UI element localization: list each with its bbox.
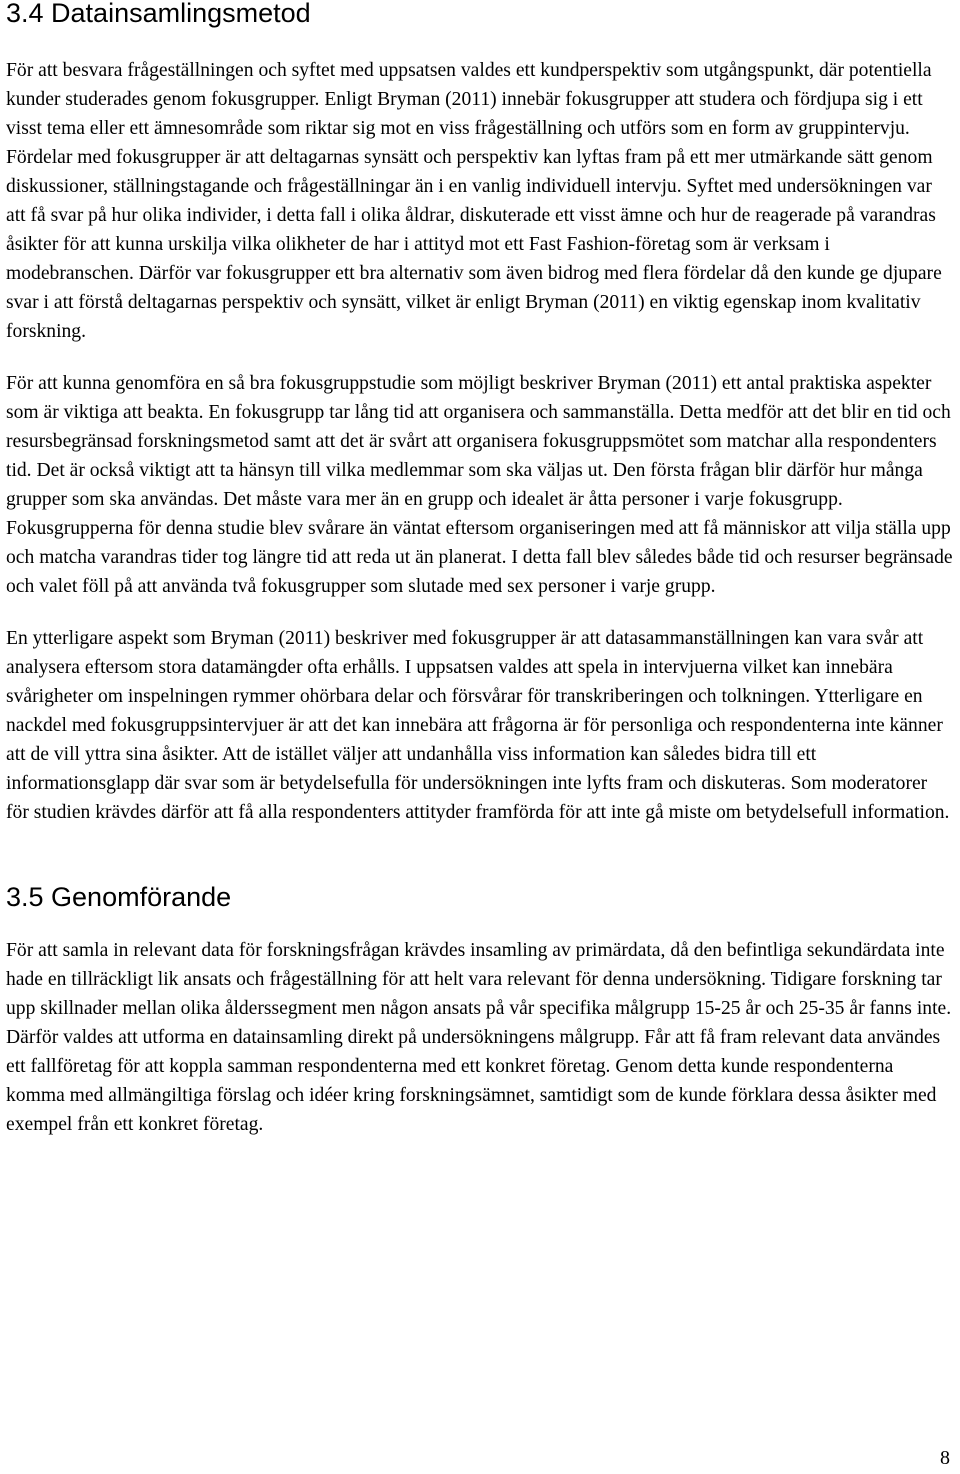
paragraph-fokusgrupper-intro: För att besvara frågeställningen och syftet med uppsatsen valdes ett kundperspektiv som utgångspunkt, där potentiella kunder studerades genom fokusgrupper. Enligt Bryman (2011) innebär fokusgrupper att studera och fördjupa sig i ett visst tema eller ett ämnesområde som riktar sig mot en viss frågeställning och utförs som en form av gruppintervju. Fördelar med fokusgrupper är att deltagarnas synsätt och perspektiv kan lyftas fram på ett mer utmärkande sätt genom diskussioner, ställningstagande och frågeställningar än i en vanlig individuell intervju. Syftet med undersökningen var att få svar på hur olika individer, i detta fall i olika åldrar, diskuterade ett visst ämne och hur de reagerade på varandras åsikter för att kunna urskilja vilka olikheter de har i attityd mot ett Fast Fashion-företag som är verksam i modebranschen. Därför var fokusgrupper ett bra alternativ som även bidrog med flera fördelar då den kunde ge djupare svar i att förstå deltagarnas perspektiv och synsätt, vilket är enligt Bryman (2011) en viktig egenskap inom kvalitativ forskning.	[6, 60, 942, 342]
section-heading-datainsamlingsmetod: 3.4 Datainsamlingsmetod	[6, 0, 311, 28]
document-page	[6, 0, 954, 1162]
paragraph-primardata: För att samla in relevant data för forskningsfrågan krävdes insamling av primärdata, då den befintliga sekundärdata inte hade en tillräckligt lik ansats och frågeställning för att helt vara relevant för denna undersökning. Tidigare forskning tar upp skillnader mellan olika ålderssegment men någon ansats på vår specifika målgrupp 15-25 år och 25-35 år fanns inte. Därför valdes att utforma en datainsamling direkt på undersökningens målgrupp. Får att få fram relevant data användes ett fallföretag för att koppla samman respondenterna med ett konkret företag. Genom detta kunde respondenterna komma med allmängiltiga förslag och idéer kring forskningsämnet, samtidigt som de kunde förklara dessa åsikter med exempel från ett konkret företag.	[6, 940, 952, 1135]
paragraph-praktiska-aspekter: För att kunna genomföra en så bra fokusgruppstudie som möjligt beskriver Bryman (2011) ett antal praktiska aspekter som är viktiga att beakta. En fokusgrupp tar lång tid att organisera och sammanställa. Detta medför att det blir en tid och resursbegränsad forskningsmetod samt att det är svårt att organisera fokusgruppsmötet som matchar alla respondenters tid. Det är också viktigt att ta hänsyn till vilka medlemmar som ska väljas ut. Den första frågan blir därför hur många grupper som ska användas. Det måste vara mer än en grupp och idealet är åtta personer i varje fokusgrupp. Fokusgrupperna för denna studie blev svårare än väntat eftersom organiseringen med att få människor att vilja ställa upp och matcha varandras tider tog längre tid att reda ut än planerat. I detta fall blev således både tid och resurser begränsade och valet föll på att använda två fokusgrupper som slutade med sex personer i varje grupp.	[6, 373, 953, 597]
page-number: 8	[940, 1447, 950, 1469]
section-heading-genomforande: 3.5 Genomförande	[6, 882, 232, 912]
paragraph-datasammanstallning: En ytterligare aspekt som Bryman (2011) beskriver med fokusgrupper är att datasammanställningen kan vara svår att analysera eftersom stora datamängder ofta erhålls. I uppsatsen valdes att spela in intervjuerna vilket kan innebära svårigheter om inspelningen rymmer ohörbara delar och försvårar för transkriberingen och tolkningen. Ytterligare en nackdel med fokusgruppsintervjuer är att det kan innebära att frågorna är för personliga och respondenterna inte känner att de vill yttra sina åsikter. Att de istället väljer att undanhålla viss information kan således bidra till ett informationsglapp där svar som är betydelsefulla för undersökningen inte lyfts fram och diskuteras. Som moderatorer för studien krävdes därför att få alla respondenters attityder framförda för att inte gå miste om betydelsefull information.	[6, 628, 950, 823]
